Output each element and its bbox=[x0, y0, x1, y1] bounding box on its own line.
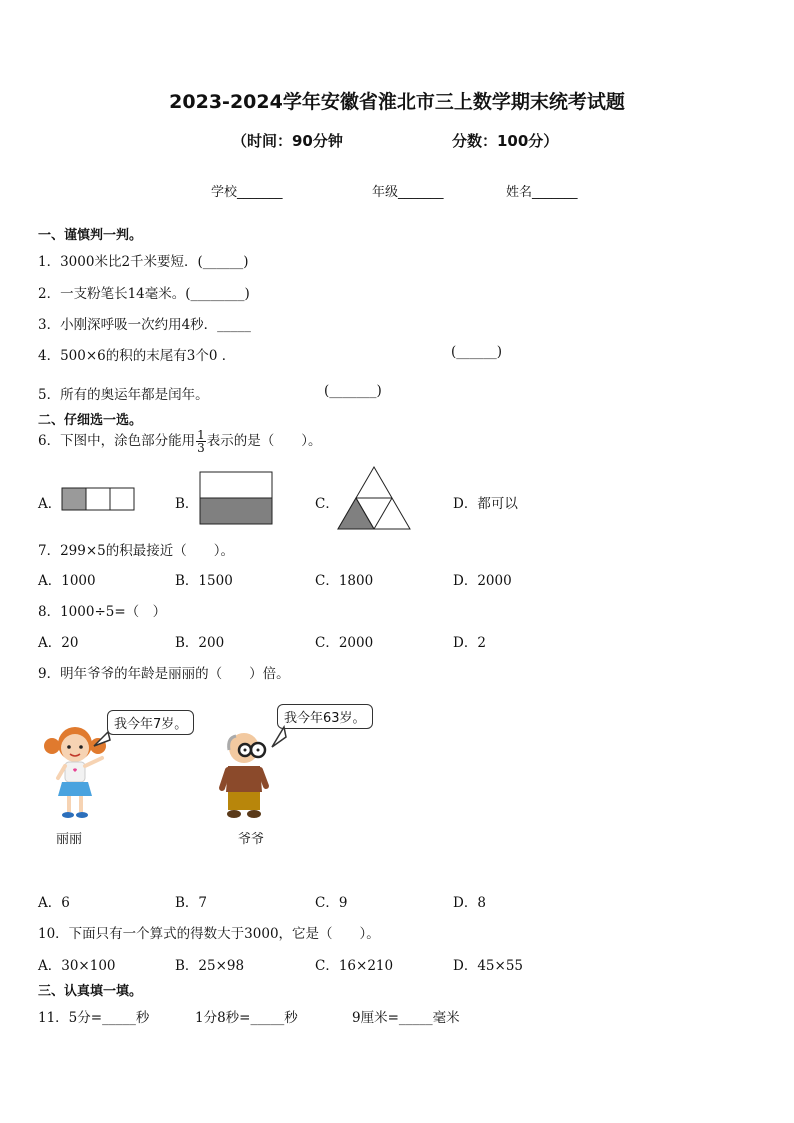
q9-option-a: A．6 bbox=[38, 895, 70, 911]
q6-option-d: D．都可以 bbox=[453, 496, 518, 512]
q6-option-a-label: A． bbox=[38, 496, 62, 512]
fraction bbox=[196, 429, 206, 454]
name-field: 姓名_______ bbox=[506, 185, 578, 200]
girl-bubble-tail bbox=[92, 730, 112, 750]
shape-c-triangle bbox=[336, 465, 412, 531]
grandpa-name: 爷爷 bbox=[238, 832, 265, 847]
question-4: 4．500×6的积的末尾有3个0 ． bbox=[38, 348, 236, 364]
fraction-denominator: 3 bbox=[197, 441, 205, 455]
question-6-text-end: 表示的是（ ）。 bbox=[206, 433, 322, 449]
question-10: 10．下面只有一个算式的得数大于3000，它是（ ）。 bbox=[38, 926, 380, 942]
school-field: 学校_______ bbox=[211, 185, 283, 200]
question-11-part-b: 1分8秒=_____秒 bbox=[195, 1010, 298, 1026]
q8-option-d: D．2 bbox=[453, 635, 486, 651]
question-6-text: 6．下图中，涂色部分能用 bbox=[38, 433, 196, 449]
q7-option-a: A．1000 bbox=[38, 573, 96, 589]
question-1: 1．3000米比2千米要短．(______) bbox=[38, 254, 249, 270]
shape-a-three-squares bbox=[61, 487, 137, 512]
section-1-heading: 一、谨慎判一判。 bbox=[38, 228, 143, 243]
q9-option-b: B．7 bbox=[175, 895, 208, 911]
q8-option-a: A．20 bbox=[38, 635, 79, 651]
question-8: 8．1000÷5=（ ） bbox=[38, 604, 167, 620]
q6-option-b-label: B． bbox=[175, 496, 199, 512]
q9-option-d: D．8 bbox=[453, 895, 486, 911]
section-3-heading: 三、认真填一填。 bbox=[38, 984, 143, 999]
q7-option-c: C．1800 bbox=[315, 573, 374, 589]
question-3: 3．小刚深呼吸一次约用4秒．_____ bbox=[38, 317, 251, 333]
question-11-part-a: 11．5分=_____秒 bbox=[38, 1010, 150, 1026]
fraction-numerator: 1 bbox=[197, 428, 205, 442]
q7-option-d: D．2000 bbox=[453, 573, 512, 589]
question-7: 7．299×5的积最接近（ ）。 bbox=[38, 543, 235, 559]
question-2: 2．一支粉笔长14毫米。(________) bbox=[38, 286, 250, 302]
section-2-heading: 二、仔细选一选。 bbox=[38, 413, 143, 428]
q9-option-c: C．9 bbox=[315, 895, 348, 911]
girl-speech-bubble: 我今年7岁。 bbox=[107, 710, 194, 735]
q8-option-c: C．2000 bbox=[315, 635, 374, 651]
exam-score: 分数：100分） bbox=[452, 132, 559, 150]
exam-time: （时间：90分钟 bbox=[232, 132, 343, 150]
question-5-blank: (_______) bbox=[324, 383, 382, 399]
question-9: 9．明年爷爷的年龄是丽丽的（ ）倍。 bbox=[38, 666, 290, 682]
q6-option-c-label: C． bbox=[315, 496, 339, 512]
grandpa-bubble-tail bbox=[268, 725, 288, 751]
q10-option-a: A．30×100 bbox=[38, 958, 116, 974]
girl-name: 丽丽 bbox=[56, 832, 83, 847]
question-11-part-c: 9厘米=_____毫米 bbox=[352, 1010, 460, 1026]
grandpa-speech-bubble: 我今年63岁。 bbox=[277, 704, 373, 729]
question-5: 5．所有的奥运年都是闰年。 bbox=[38, 387, 209, 403]
q10-option-d: D．45×55 bbox=[453, 958, 523, 974]
question-4-blank: (______) bbox=[451, 344, 503, 360]
q10-option-c: C．16×210 bbox=[315, 958, 394, 974]
grade-field: 年级_______ bbox=[372, 185, 444, 200]
shape-b-rectangle-half bbox=[199, 471, 275, 527]
q7-option-b: B．1500 bbox=[175, 573, 233, 589]
q10-option-b: B．25×98 bbox=[175, 958, 245, 974]
page-title: 2023-2024学年安徽省淮北市三上数学期末统考试题 bbox=[169, 91, 625, 113]
question-6 bbox=[38, 429, 321, 454]
q8-option-b: B．200 bbox=[175, 635, 225, 651]
